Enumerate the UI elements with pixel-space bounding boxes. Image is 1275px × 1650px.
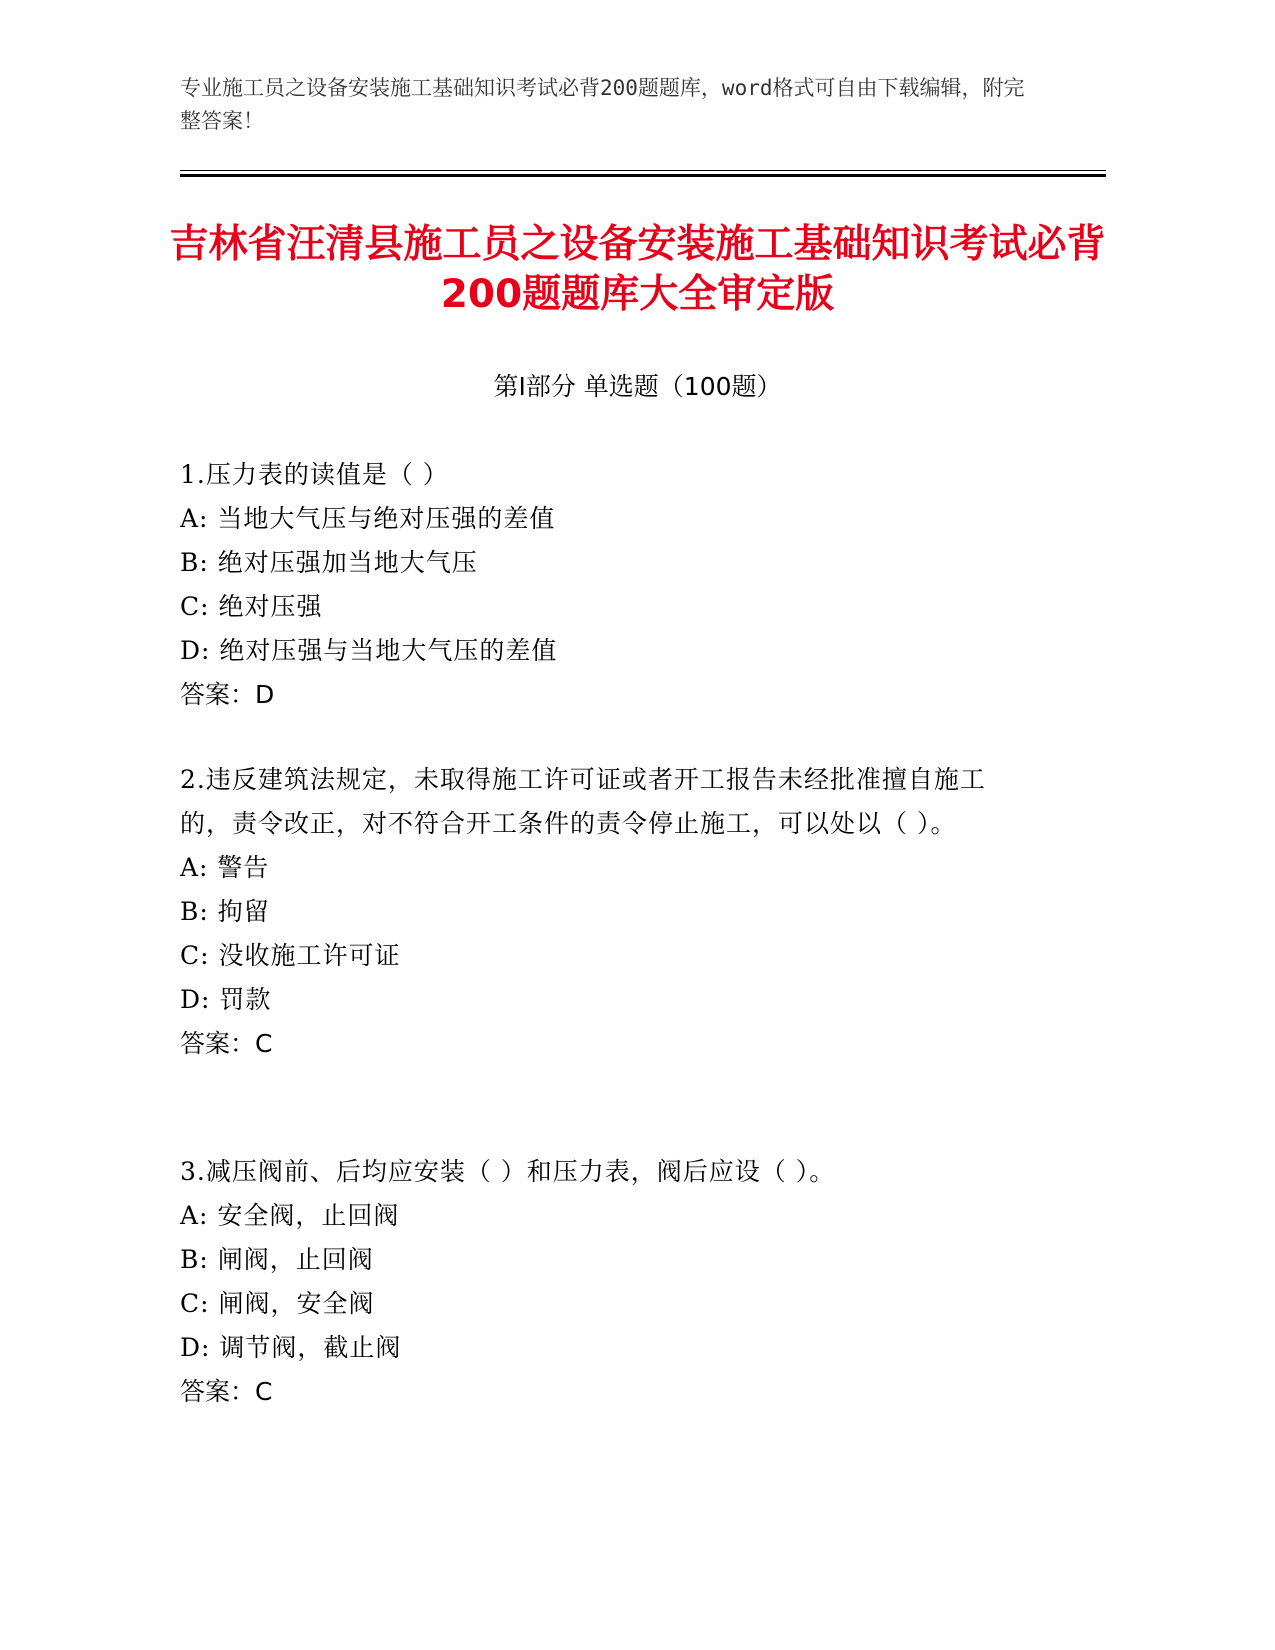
option-a: A: 当地大气压与绝对压强的差值: [180, 504, 556, 533]
option-b: B: 绝对压强加当地大气压: [180, 548, 478, 577]
option-b: B: 拘留: [180, 897, 270, 926]
option-a: A: 安全阀，止回阀: [180, 1201, 400, 1230]
answer: 答案：C: [180, 1029, 273, 1058]
option-b: B: 闸阀，止回阀: [180, 1245, 374, 1274]
answer: 答案：D: [180, 680, 275, 709]
header-rule-thin: [180, 170, 1106, 171]
option-a: A: 警告: [180, 853, 270, 882]
question-stem: 2.违反建筑法规定，未取得施工许可证或者开工报告未经批准擅自施工的，责令改正，对不符合开工条件的责令停止施工，可以处以（ ）。: [180, 765, 986, 838]
answer: 答案：C: [180, 1377, 273, 1406]
question-stem: 3.减压阀前、后均应安装（ ）和压力表，阀后应设（ ）。: [180, 1157, 836, 1186]
question-2: [180, 758, 1030, 1066]
option-d: D: 调节阀，截止阀: [180, 1333, 402, 1362]
option-d: D: 绝对压强与当地大气压的差值: [180, 636, 558, 665]
question-stem: 1.压力表的读值是（ ）: [180, 460, 449, 489]
option-c: C: 没收施工许可证: [180, 941, 401, 970]
option-c: C: 绝对压强: [180, 592, 323, 621]
question-3: [180, 1150, 1030, 1414]
option-d: D: 罚款: [180, 985, 272, 1014]
document-title: 吉林省汪清县施工员之设备安装施工基础知识考试必背200题题库大全审定版: [169, 222, 1106, 317]
question-1: [180, 453, 1030, 717]
option-c: C: 闸阀，安全阀: [180, 1289, 375, 1318]
header-rule-thick: [180, 174, 1106, 177]
header-note: 专业施工员之设备安装施工基础知识考试必背200题题库，word格式可自由下载编辑，附完整答案！: [180, 76, 1025, 133]
section-title: 第Ⅰ部分 单选题（100题）: [493, 372, 782, 401]
